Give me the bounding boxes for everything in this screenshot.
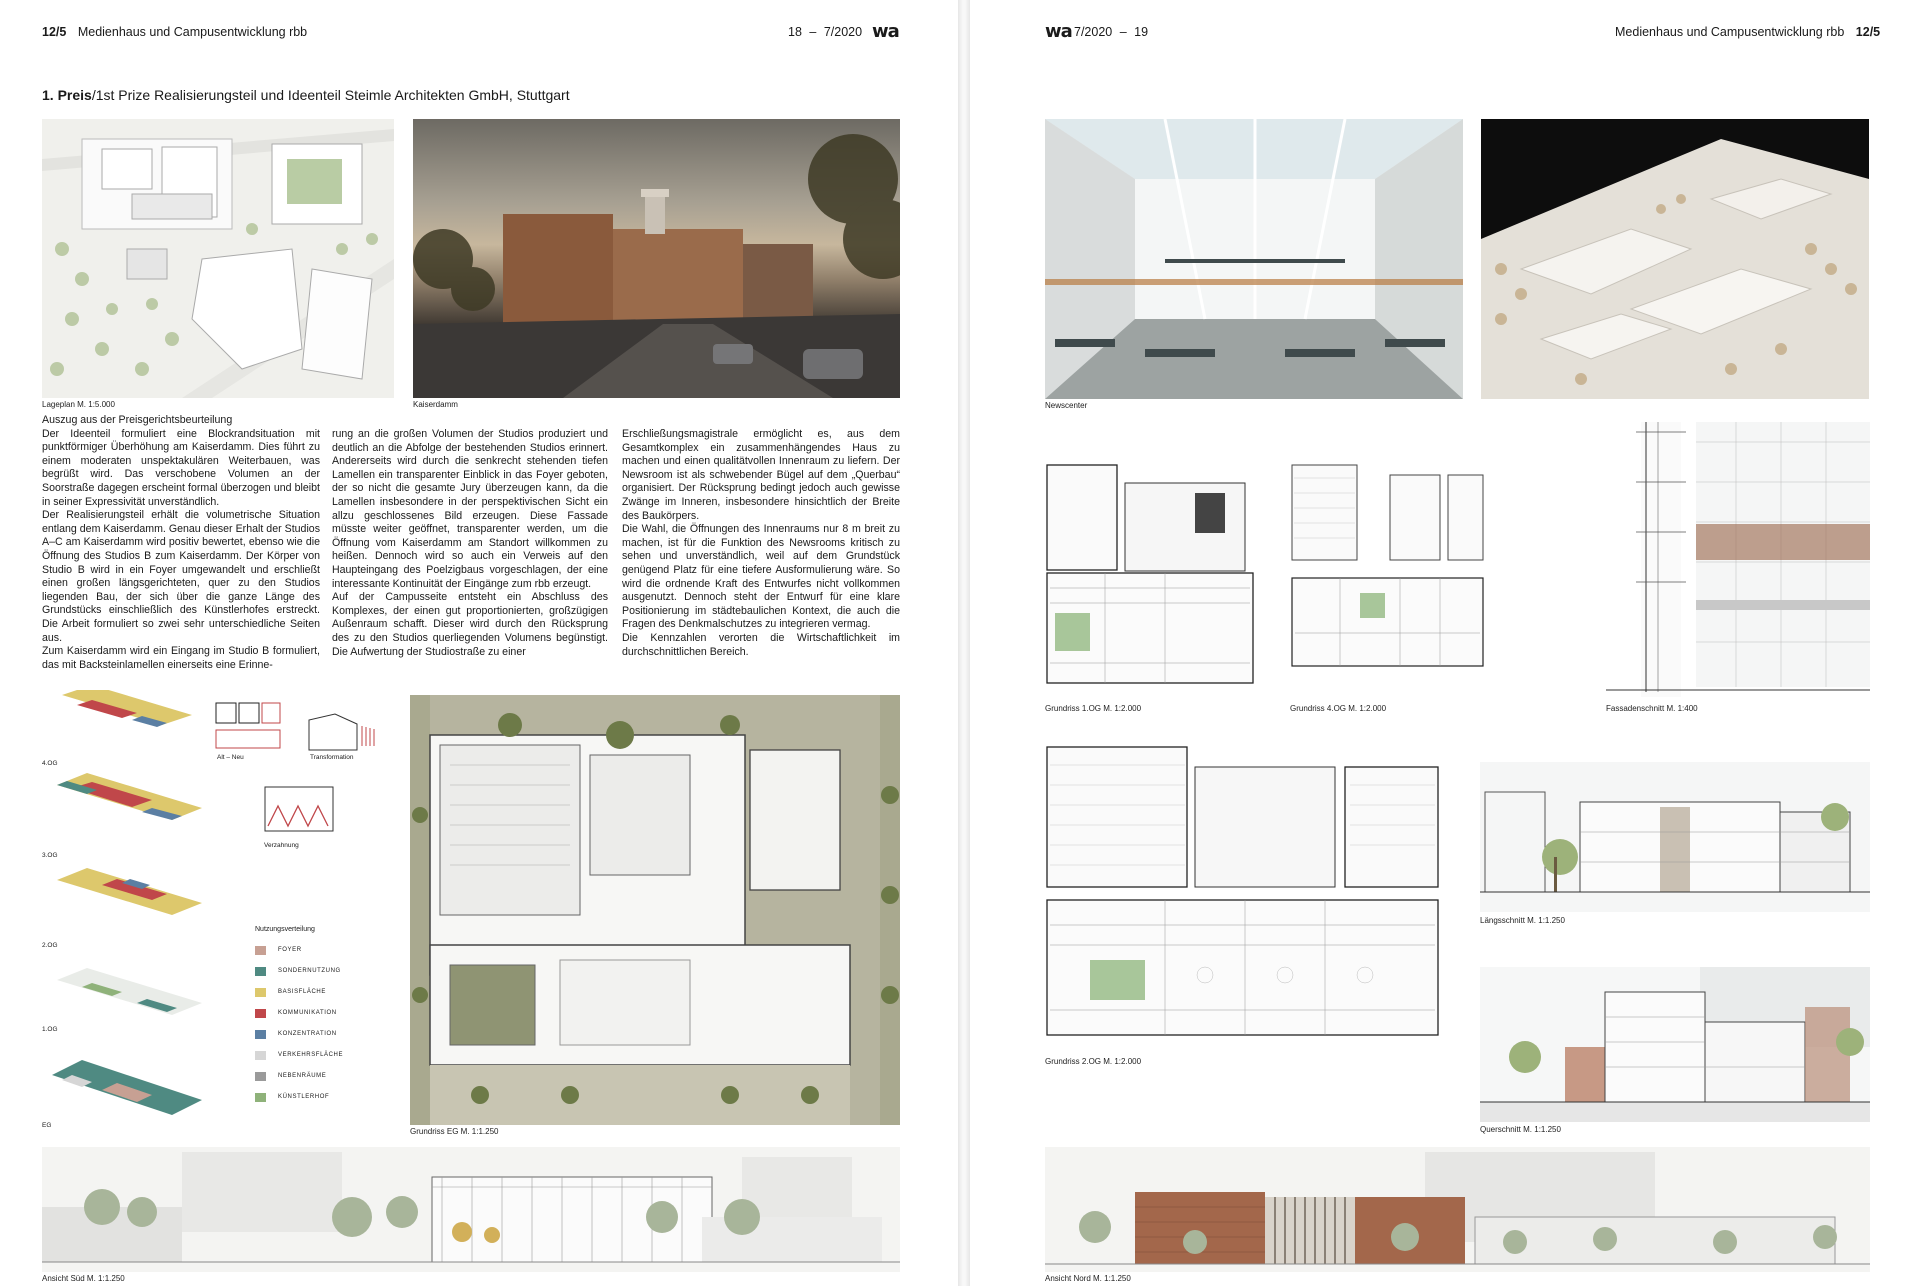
left-header-section — [42, 25, 307, 39]
text-paragraph: Die Kennzahlen verorten die Wirtschaftlichkeit im durchschnittlichen Bereich. — [622, 631, 900, 658]
model-photo — [1481, 119, 1869, 399]
floor-label: 3.OG — [42, 852, 58, 859]
ansicht-sued-elevation — [42, 1147, 900, 1272]
caption-grundriss-eg: Grundriss EG M. 1:1.250 — [410, 1127, 499, 1136]
legend-label: KOMMUNIKATION — [278, 1010, 337, 1016]
verzahnung-icon — [264, 786, 334, 832]
kaiserdamm-rendering — [413, 119, 900, 398]
text-paragraph: Zum Kaiserdamm wird ein Eingang im Studio B formuliert, das mit Backsteinlamellen einerseits eine Erinne- — [42, 645, 320, 671]
legend-label: VERKEHRSFLÄCHE — [278, 1052, 344, 1058]
longitudinal-section-drawing — [1480, 762, 1870, 912]
verzahnung-label: Verzahnung — [264, 842, 299, 849]
spine-gutter — [958, 0, 970, 1286]
caption-lageplan: Lageplan M. 1:5.000 — [42, 400, 115, 409]
kaiserdamm-scene — [413, 119, 900, 398]
text-paragraph: Die Wahl, die Öffnungen des Innenraums nur 8 m breit zu machen, ist für die Funktion des Newsrooms kritisch zu sehen und unverständlich, weil auf dem Grundstück genügend Platz für eine tiefere Ausformulierung wäre. So wird die ordnende Kraft des Entwurfes nicht vollkommen ausgenutzt. Dennoch steht der Entwurf für eine klare Positionierung im städtebaulichen Kontext, die auch die Fragen des Denkmalschutzes zu integrieren vermag. — [622, 523, 900, 631]
header-title: Medienhaus und Campusentwicklung rbb — [1615, 25, 1845, 39]
floor-2-plan-drawing — [1045, 745, 1440, 1045]
transformation-icon — [307, 712, 387, 752]
headline-prize: 1. Preis — [42, 87, 92, 103]
legend-title: Nutzungsverteilung — [255, 926, 315, 933]
grundriss-eg-plan — [410, 695, 900, 1125]
legend-swatch — [255, 1093, 266, 1102]
header-separator: – — [1119, 25, 1127, 39]
caption-grundriss-4og: Grundriss 4.OG M. 1:2.000 — [1290, 704, 1387, 713]
facade-section-drawing — [1606, 422, 1870, 697]
alt-neu-icon — [215, 702, 281, 750]
grundriss-2og-plan — [1045, 745, 1440, 1045]
floor-label: EG — [42, 1122, 52, 1129]
floor-stack-drawing — [42, 690, 207, 1140]
caption-newscenter: Newscenter — [1045, 401, 1088, 410]
fassadenschnitt-drawing — [1606, 422, 1870, 697]
grundriss-4og-plan — [1290, 463, 1485, 693]
legend-label: BASISFLÄCHE — [278, 989, 326, 995]
text-paragraph: Der Ideenteil formuliert eine Blockrandsituation mit punktförmiger Überhöhung am Kaiserdamm. Dies führt zu einem moderaten unspektakulären Weiterbauen, was begrüßt wird. Das verschobene Volumen an der Soorstraße dagegen erscheint formal überzogen und bleibt in seiner Expressivität unverständlich. — [42, 427, 320, 508]
page-number: 18 — [788, 25, 802, 39]
left-page — [0, 0, 958, 1286]
legend-swatch — [255, 1009, 266, 1018]
headline-rest: /1st Prize Realisierungsteil und Ideenteil Steimle Architekten GmbH, Stuttgart — [91, 87, 570, 103]
caption-grundriss-2og: Grundriss 2.OG M. 1:2.000 — [1045, 1057, 1142, 1066]
south-elevation-drawing — [42, 1147, 900, 1272]
right-header-page — [1074, 25, 1148, 39]
right-header-section — [1615, 25, 1880, 39]
caption-laengsschnitt: Längsschnitt M. 1:1.250 — [1480, 916, 1565, 925]
text-paragraph: Erschließungsmagistrale ermöglicht es, aus dem Gesamtkomplex ein zusammenhängendes Haus zu machen und einen qualitätvollen Innenraum zu liefern. Der Newsroom ist als schwebender Bügel auf dem „Querbau“ organisiert. Der Rücksprung bedingt jedoch auch gewisse Zwänge im Inneren, insbesondere hinsichtlich der Breite des Baukörpers. — [622, 428, 900, 522]
model-scene — [1481, 119, 1869, 399]
site-plan-drawing — [42, 119, 394, 398]
caption-grundriss-1og: Grundriss 1.OG M. 1:2.000 — [1045, 704, 1142, 713]
legend-swatch — [255, 1051, 266, 1060]
legend-label: FOYER — [278, 947, 302, 953]
text-column-2 — [332, 428, 608, 659]
legend-label: SONDERNUTZUNG — [278, 968, 341, 974]
lageplan-image — [42, 119, 394, 398]
floor-4-plan-drawing — [1290, 463, 1485, 693]
legend-swatch — [255, 967, 266, 976]
text-paragraph: rung an die großen Volumen der Studios produziert und deutlich an die Abfolge der bestehenden Studios erinnert. Andererseits wird durch die senkrecht stehenden tiefen Lamellen ein transparenter Einblick in das Foyer geboten, der so nicht die gesamte Jury überzeugen kann, da die Lamellen insbesondere in der perspektivischen Sicht ein allzu geschlossenes Bild erzeugen. Diese Fassade müsste weiter geöffnet, transparenter werden, um die Öffnung vom Kaiserdamm am Standort willkommen zu heißen. Dennoch wird so auch ein Verweis auf den Haupteingang des Poelzigbaus vorgeschlagen, der eine interessante Kontinuität der Eingänge zum rbb erzeugt. — [332, 428, 608, 590]
querschnitt-drawing — [1480, 967, 1870, 1122]
section-number: 12/5 — [1855, 25, 1881, 39]
header-separator: – — [809, 25, 817, 39]
right-page — [970, 0, 1929, 1286]
transformation-label: Transformation — [310, 754, 354, 761]
caption-fassadenschnitt: Fassadenschnitt M. 1:400 — [1606, 704, 1698, 713]
legend-swatch — [255, 1030, 266, 1039]
section-number: 12/5 — [42, 25, 67, 39]
grundriss-1og-plan — [1045, 463, 1255, 693]
legend-label: KÜNSTLERHOF — [278, 1094, 330, 1100]
north-elevation-drawing — [1045, 1147, 1870, 1272]
wa-logo: wa — [1045, 21, 1072, 42]
legend-swatch — [255, 988, 266, 997]
floor-label: 2.OG — [42, 942, 58, 949]
legend-swatch — [255, 946, 266, 955]
left-header-page — [788, 25, 862, 39]
caption-querschnitt: Querschnitt M. 1:1.250 — [1480, 1125, 1561, 1134]
cross-section-drawing — [1480, 967, 1870, 1122]
floor-label: 1.OG — [42, 1026, 58, 1033]
ansicht-nord-elevation — [1045, 1147, 1870, 1272]
newscenter-rendering — [1045, 119, 1463, 399]
page-headline — [42, 87, 570, 103]
legend-swatch — [255, 1072, 266, 1081]
legend-label: NEBENRÄUME — [278, 1073, 327, 1079]
caption-ansicht-sued: Ansicht Süd M. 1:1.250 — [42, 1274, 125, 1283]
caption-ansicht-nord: Ansicht Nord M. 1:1.250 — [1045, 1274, 1131, 1283]
text-paragraph: Auf der Campusseite entsteht ein Abschluss des Komplexes, der einen gut proportionierten, großzügigen Außenraum schafft. Dieser wird durch den Rücksprung des zu den Studios querliegenden Volumens begünstigt. Die Aufwertung der Studiostraße zu einer — [332, 591, 608, 658]
text-paragraph: Der Realisierungsteil erhält die volumetrische Situation entlang dem Kaiserdamm. Genau dieser Erhalt der Studios A–C am Kaiserdamm wird positiv bewertet, ebenso wie die Öffnung des Studios B zum Kaiserdamm. Der Körper von Studio B wird in ein Foyer umgewandelt und erschließt einen großen längsgerichteten, quer zu den Studios liegenden Bau, der sich über die ganze Länge des Grundstücks einschließlich des Künstlerhofes erstreckt. Die Arbeit formuliert so zwei sehr unterschiedliche Seiten aus. — [42, 509, 320, 644]
page-number: 19 — [1134, 25, 1149, 39]
laengsschnitt-drawing — [1480, 762, 1870, 912]
caption-kaiserdamm: Kaiserdamm — [413, 400, 458, 409]
issue: 7/2020 — [823, 25, 863, 39]
floor-label: 4.OG — [42, 760, 58, 767]
wa-logo: wa — [872, 21, 899, 42]
newscenter-scene — [1045, 119, 1463, 399]
legend-label: KONZENTRATION — [278, 1031, 337, 1037]
text-column-1 — [42, 414, 320, 672]
header-title: Medienhaus und Campusentwicklung rbb — [77, 25, 308, 39]
ground-floor-plan-drawing — [410, 695, 900, 1125]
floor-1-plan-drawing — [1045, 463, 1255, 693]
text-heading: Auszug aus der Preisgerichtsbeurteilung — [42, 414, 233, 426]
axonometric-diagram — [42, 690, 402, 1140]
alt-neu-label: Alt – Neu — [217, 754, 244, 761]
issue: 7/2020 — [1074, 25, 1113, 39]
text-column-3 — [622, 428, 900, 659]
